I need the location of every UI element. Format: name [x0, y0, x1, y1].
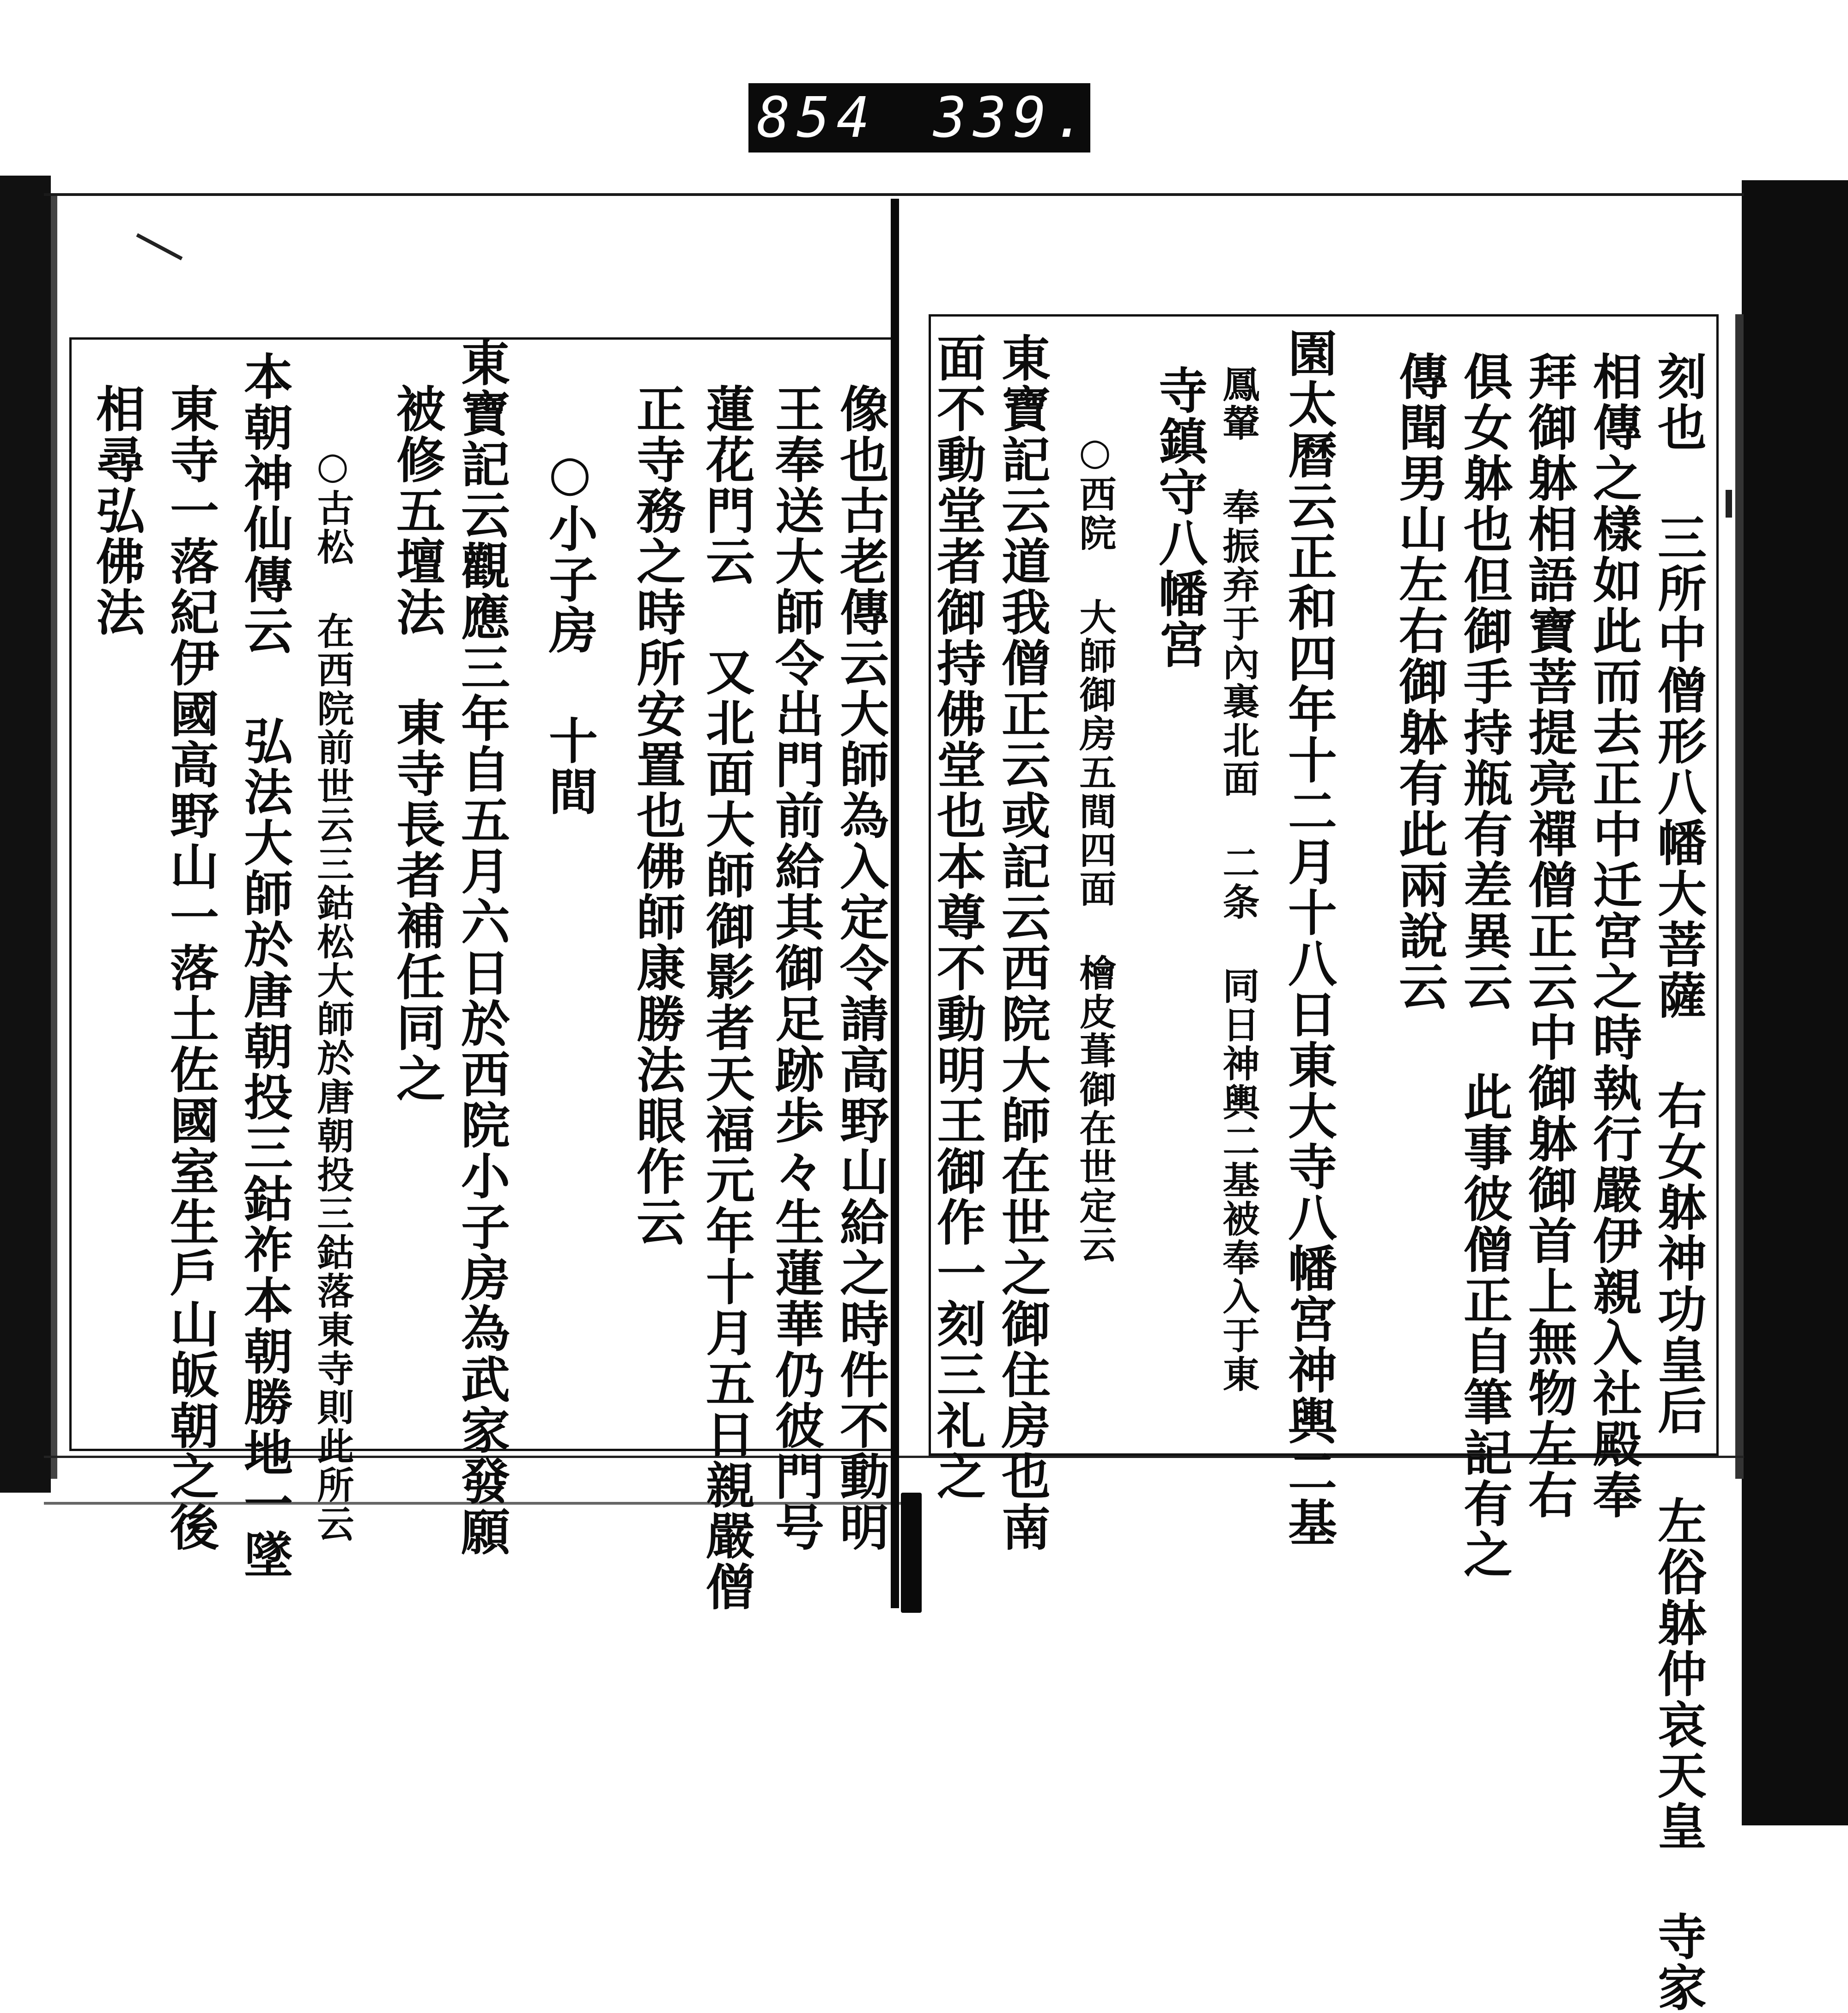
- right-page-column: 寺鎮守八幡宮: [1151, 365, 1209, 670]
- left-volume-edge-inner: [51, 194, 57, 1479]
- left-page-column: 東寺一落紀伊國高野山一落土佐國室生戶山皈朝之後: [162, 384, 220, 1553]
- right-page-column: 傳聞男山左右御躰有此兩說云: [1391, 351, 1449, 1012]
- left-page-column: 東寶記云觀應三年自五月六日於西院小子房為武家發願: [453, 337, 511, 1557]
- edge-ridge: [1726, 490, 1732, 518]
- top-edge: [44, 193, 1744, 196]
- right-page-column: 面不動堂者御持佛堂也本尊不動明王御作一刻三礼之: [929, 333, 987, 1502]
- frame-label-left: 854: [757, 86, 876, 150]
- right-page-column: 園太曆云正和四年十二月十八日東大寺八幡宮神輿二基: [1280, 328, 1338, 1548]
- right-page-column: 俱女躰也但御手持瓶有差異云 此事彼僧正自筆記有之: [1456, 351, 1514, 1580]
- right-page-column: 東寶記云道我僧正云或記云西院大師在世之御住房也南: [994, 333, 1052, 1553]
- frame-label: [748, 83, 1093, 152]
- left-page-column: ○小子房 十間: [541, 444, 599, 817]
- left-page-column: 王奉送大師令出門前給其御足跡歩々生蓮華仍彼門号: [767, 384, 825, 1553]
- right-page-column: 刻也 三所中僧形八幡大菩薩 右女躰神功皇后 左俗躰仲哀天皇 寺家: [1650, 351, 1708, 2013]
- frame-label-right: 339.: [933, 86, 1093, 150]
- right-page-column: 拜御躰相語寶菩提亮禪僧正云中御躰御首上無物左右: [1520, 351, 1578, 1520]
- book-gutter: [891, 199, 899, 1608]
- left-page-column: 蓮花門云 又北面大師御影者天福元年十月五日親嚴僧: [698, 384, 756, 1612]
- gutter-clip: [901, 1493, 922, 1613]
- left-volume-edge: [0, 176, 51, 1493]
- left-page-column: 被修五壇法 東寺長者補任同之: [389, 384, 446, 1104]
- left-page-column: 像也古老傳云大師為入定令請高野山給之時件不動明: [832, 384, 890, 1553]
- right-page-column: ○西院 大師御房五間四面 檜皮葺御在世定云: [1073, 430, 1117, 1264]
- right-page-column: 相傳之樣如此而去正中迁宮之時執行嚴伊親入社殿奉: [1585, 351, 1643, 1520]
- stray-mark: [136, 233, 183, 261]
- right-page-column: 鳳輦 奉振弃于內裏北面 二条 同日神輿二基被奉入于東: [1216, 365, 1260, 1394]
- left-page-column: 相尋弘佛法: [88, 384, 146, 638]
- left-page-column: 正寺務之時所安置也佛師康勝法眼作云: [629, 384, 687, 1248]
- left-page-column: 本朝神仙傳云 弘法大師於唐朝投三鈷祚本朝勝地一墜: [236, 351, 294, 1580]
- right-volume-edge: [1742, 180, 1848, 1825]
- right-volume-edge-inner: [1735, 314, 1744, 1479]
- left-page-column: ○古松 在西院前世云三鈷松大師於唐朝投三鈷落東寺則此所云: [311, 444, 354, 1543]
